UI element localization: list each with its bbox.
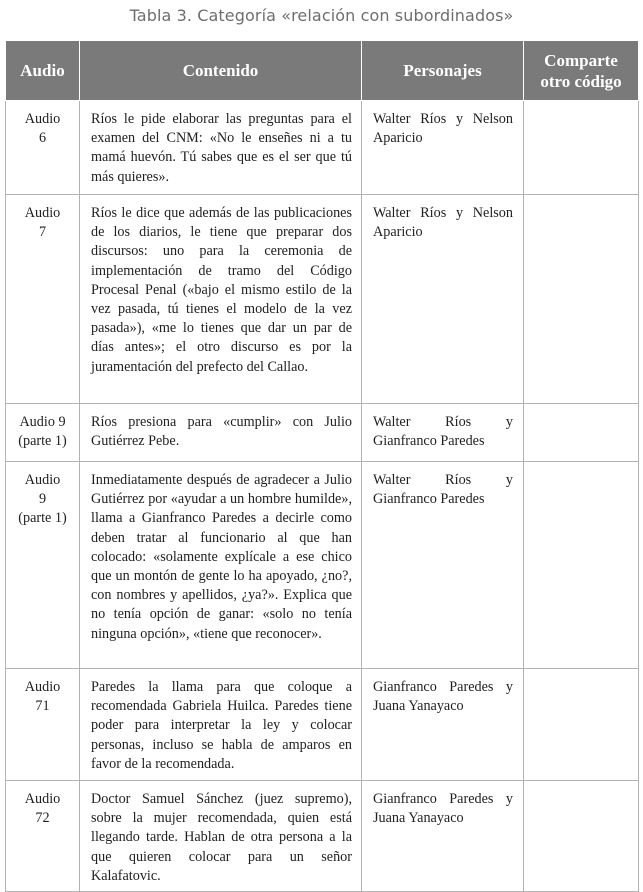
table-caption: Tabla 3. Categoría «relación con subordinados» [129,6,514,25]
cell-personajes: Walter Ríos y Nelson Aparicio [362,195,524,404]
data-table [5,40,639,892]
table-header-row [6,41,639,101]
header-comparte-otro-codigo: Comparte otro código [524,41,639,101]
cell-personajes: Walter Ríos y Nelson Aparicio [362,101,524,195]
cell-personajes: Walter Ríos y Gianfranco Paredes [362,404,524,462]
table-row [6,669,639,781]
header-audio: Audio [6,41,80,101]
table-row [6,781,639,892]
cell-personajes: Walter Ríos y Gianfranco Paredes [362,462,524,669]
cell-contenido: Ríos le pide elaborar las preguntas para el examen del CNM: «No le enseñes ni a tu mamá huevón. Tú sabes que es el ser que tú más quieres». [80,101,362,195]
cell-comparte [524,101,639,195]
cell-audio: Audio 9 (parte 1) [6,404,80,462]
table-row [6,404,639,462]
cell-audio: Audio 72 [6,781,80,892]
cell-contenido: Doctor Samuel Sánchez (juez supremo), sobre la mujer recomendada, quien está llegando tarde. Hablan de otra persona a la que quieren colocar para un señor Kalafatovic. [80,781,362,892]
header-personajes: Personajes [362,41,524,101]
cell-comparte [524,669,639,781]
cell-personajes: Gianfranco Paredes y Juana Yanayaco [362,781,524,892]
header-contenido: Contenido [80,41,362,101]
cell-audio: Audio 9 (parte 1) [6,462,80,669]
cell-comparte [524,462,639,669]
cell-contenido: Inmediatamente después de agradecer a Julio Gutiérrez por «ayudar a un hombre humilde», llama a Gianfranco Paredes a decirle como deben tratar al funcionario al que han colocado: «solamente explícale a ese chico que un montón de gente lo ha apoyado, ¿no?, con nombres y apellidos, ¿ya?». Explica que no tenía opción de ganar: «solo no tenía ninguna opción», «tiene que reconocer». [80,462,362,669]
cell-comparte [524,781,639,892]
cell-contenido: Paredes la llama para que coloque a recomendada Gabriela Huilca. Paredes tiene poder para interpretar la ley y colocar personas, incluso se habla de amparos en favor de la recomendada. [80,669,362,781]
cell-contenido: Ríos le dice que además de las publicaciones de los diarios, le tiene que preparar dos discursos: uno para la ceremonia de implementación de tramo del Código Procesal Penal («bajo el mismo estilo de la vez pasada, tú tienes el modelo de la vez pasada»), «me lo tienes que dar un par de días antes»; el otro discurso es por la juramentación del prefecto del Callao. [80,195,362,404]
cell-comparte [524,195,639,404]
table-row [6,462,639,669]
cell-contenido: Ríos presiona para «cumplir» con Julio Gutiérrez Pebe. [80,404,362,462]
cell-audio: Audio 6 [6,101,80,195]
cell-comparte [524,404,639,462]
cell-personajes: Gianfranco Paredes y Juana Yanayaco [362,669,524,781]
table-row [6,101,639,195]
cell-audio: Audio 7 [6,195,80,404]
table-row [6,195,639,404]
cell-audio: Audio 71 [6,669,80,781]
